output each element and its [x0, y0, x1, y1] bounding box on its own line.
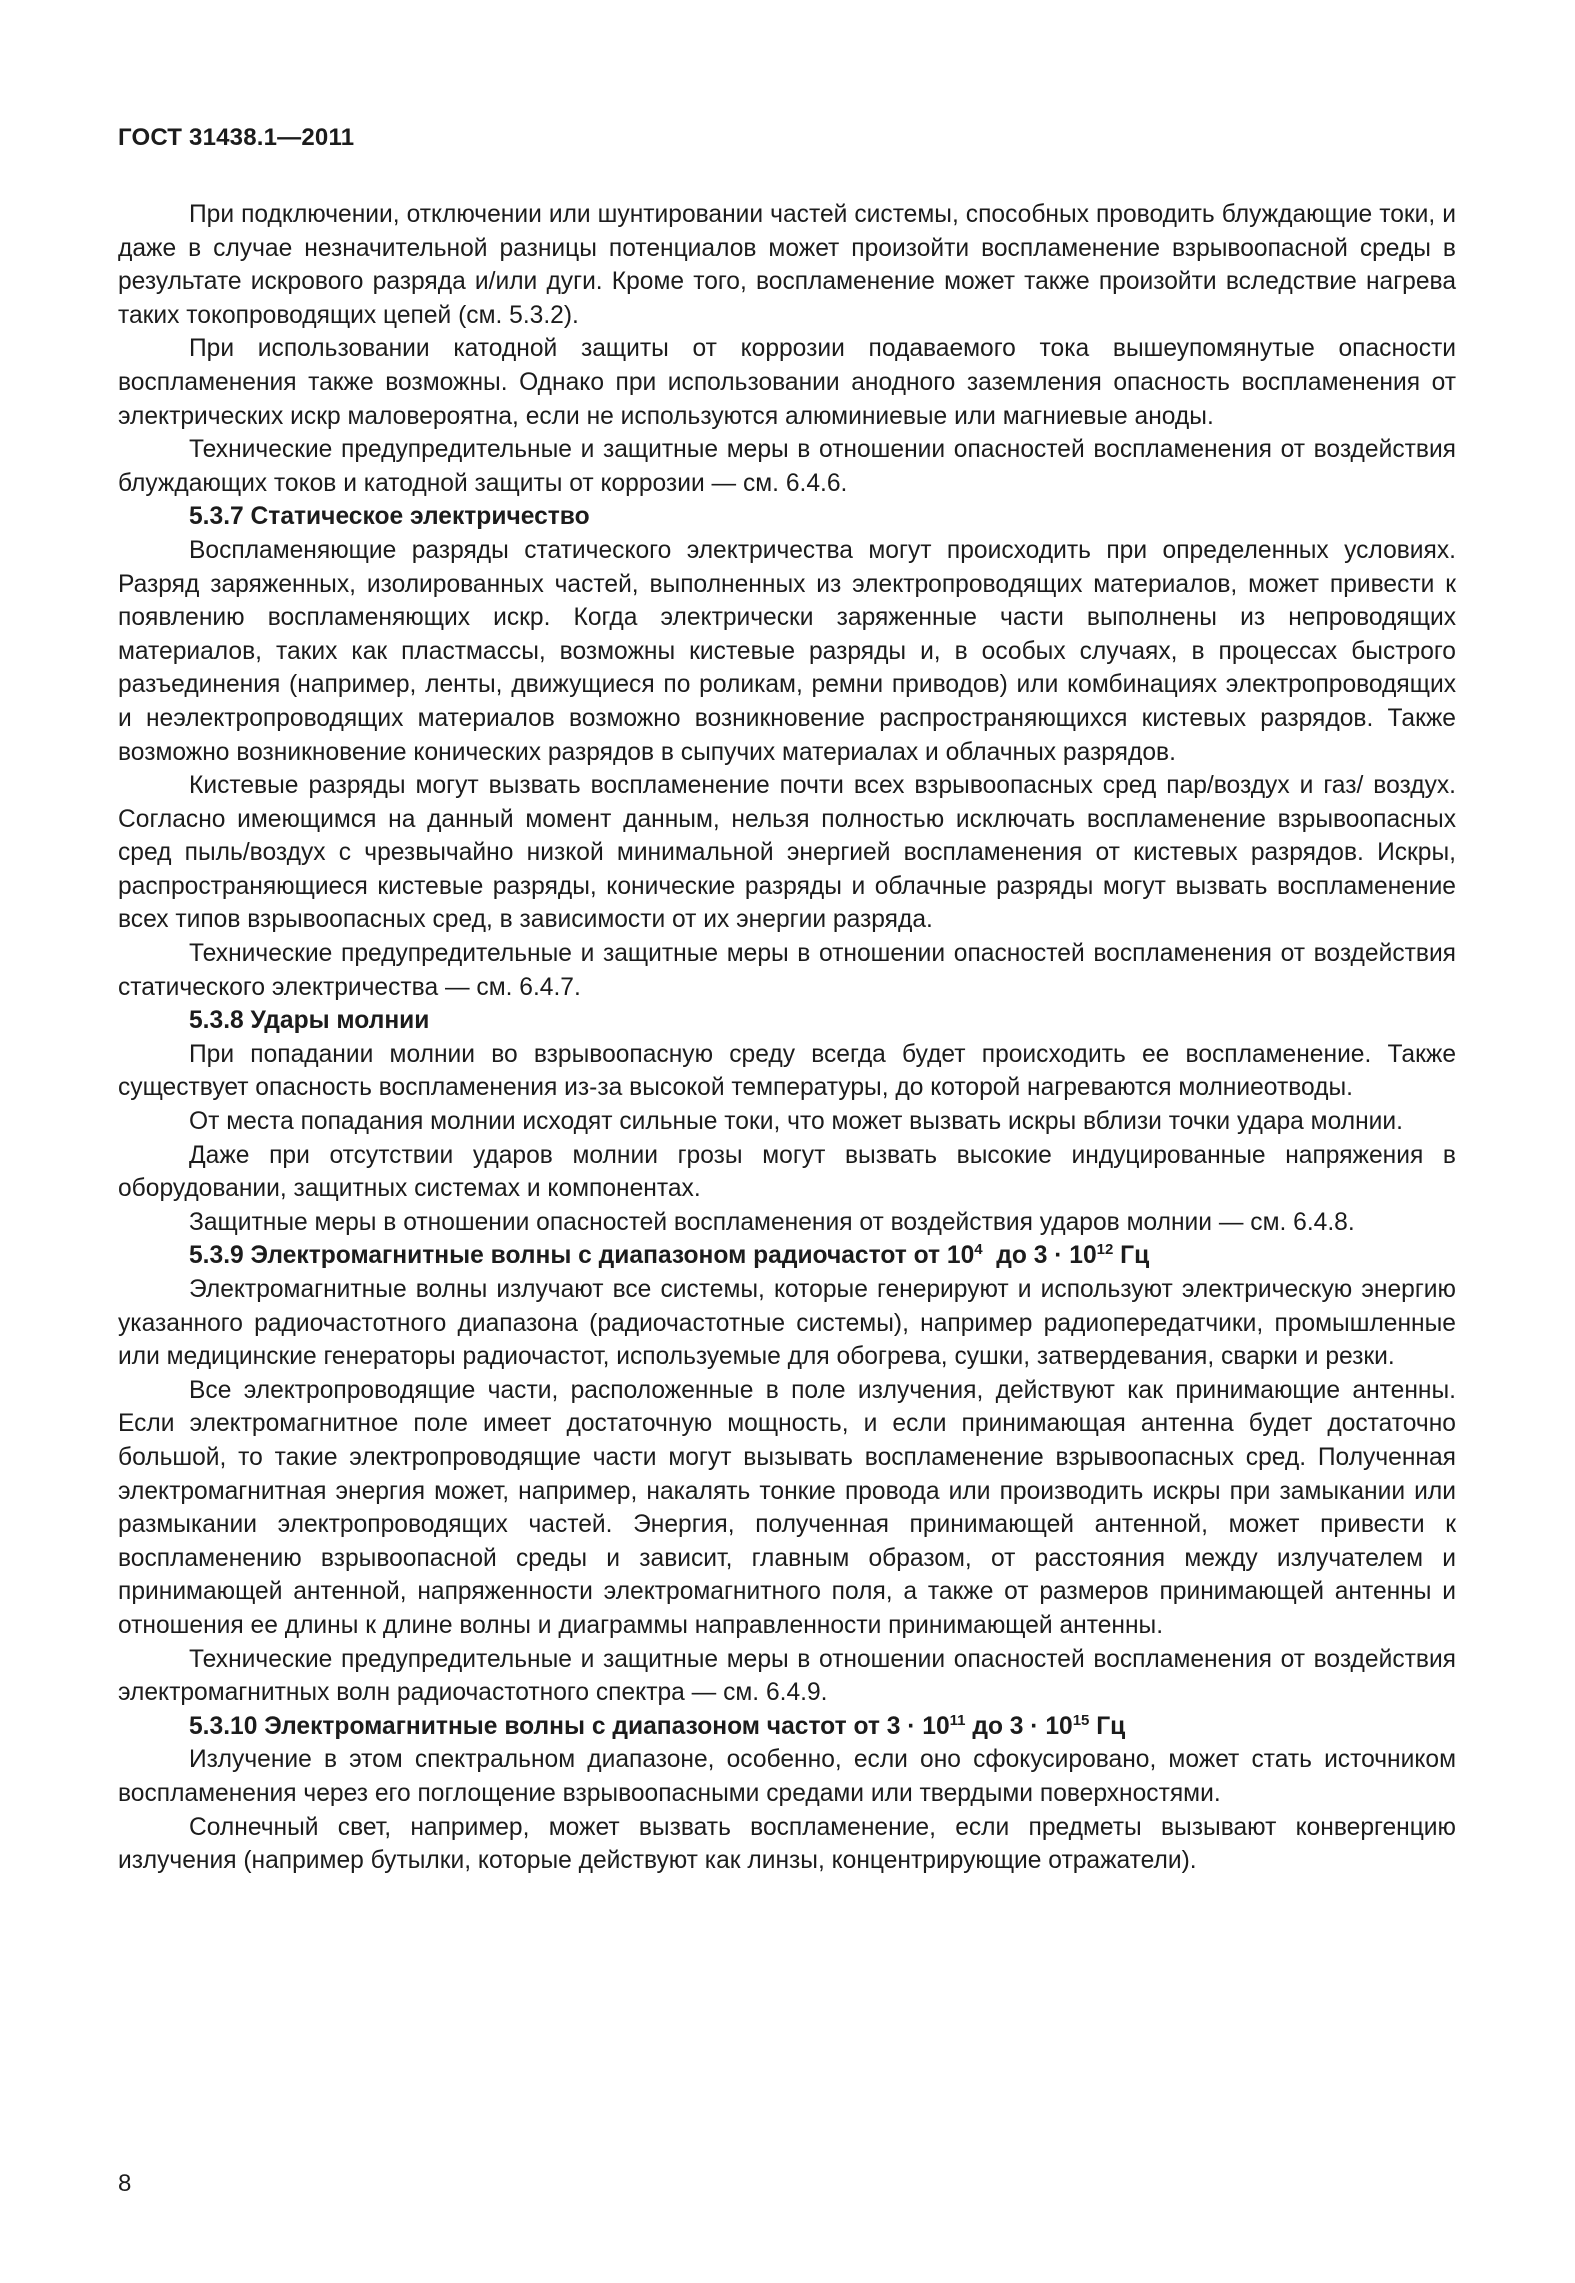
heading-text: 5.3.9 Электромагнитные волны с диапазоном радиочастот от 10 — [189, 1242, 975, 1270]
document-code-header: ГОСТ 31438.1—2011 — [118, 124, 355, 151]
section-heading-5-3-8: 5.3.8 Удары молнии — [189, 1007, 430, 1035]
paragraph: Воспламеняющие разряды статического электричества могут происходить при определенных условиях. Разряд заряженных, изолированных частей, выполненных из электропроводящих материалов, может привести к появлению воспламеняющих искр. Когда электрически заряженные части выполнены из непроводящих материалов, таких как пластмассы, возможны кистевые разряды и, в особых случаях, в процессах быстрого разъединения (например, ленты, движущиеся по роликам, ремни приводов) или комбинациях электропроводящих и неэлектропроводящих материалов возможно возникновение распространяющихся кистевых разрядов. Также возможно возникновение конических разрядов в сыпучих материалах и облачных разрядов. — [118, 536, 1456, 766]
superscript: 11 — [949, 1711, 966, 1729]
heading-text: Гц — [1113, 1242, 1150, 1270]
superscript: 4 — [974, 1241, 983, 1259]
paragraph: Излучение в этом спектральном диапазоне, особенно, если оно сфокусировано, может стать источником воспламенения через его поглощение взрывоопасными средами или твердыми поверхностями. — [118, 1746, 1456, 1807]
heading-text: 5.3.10 Электромагнитные волны с диапазоном частот от 3 · 10 — [189, 1712, 950, 1740]
section-heading-5-3-7: 5.3.7 Статическое электричество — [189, 503, 590, 531]
paragraph: Защитные меры в отношении опасностей воспламенения от воздействия ударов молнии — см. 6.4.8. — [189, 1208, 1355, 1236]
heading-text: до 3 · 10 — [965, 1712, 1073, 1740]
paragraph: Электромагнитные волны излучают все системы, которые генерируют и используют электрическую энергию указанного радиочастотного диапазона (радиочастотные системы), например радиопередатчики, промышленные или медицинские генераторы радиочастот, используемые для обогрева, сушки, затвердевания, сварки и резки. — [118, 1276, 1456, 1371]
paragraph: Все электропроводящие части, расположенные в поле излучения, действуют как принимающие антенны. Если электромагнитное поле имеет достаточную мощность, и если принимающая антенна будет достаточно большой, то такие электропроводящие части могут вызывать воспламенение взрывоопасных сред. Полученная электромагнитная энергия может, например, накалять тонкие провода или производить искры при замыкании или размыкании электропроводящих частей. Энергия, полученная принимающей антенной, может привести к воспламенению взрывоопасной среды и зависит, главным образом, от расстояния между излучателем и принимающей антенной, напряженности электромагнитного поля, а также от размеров принимающей антенны и отношения ее длины к длине волны и диаграммы направленности принимающей антенны. — [118, 1376, 1456, 1639]
paragraph: Солнечный свет, например, может вызвать воспламенение, если предметы вызывают конвергенцию излучения (например бутылки, которые действуют как линзы, концентрирующие отражатели). — [118, 1813, 1456, 1875]
paragraph: При попадании молнии во взрывоопасную среду всегда будет происходить ее воспламенение. Также существует опасность воспламенения из-за высокой температуры, до которой нагреваются молниеотводы. — [118, 1040, 1456, 1102]
document-body — [118, 198, 1456, 1878]
superscript: 12 — [1096, 1241, 1114, 1259]
paragraph: Технические предупредительные и защитные меры в отношении опасностей воспламенения от воздействия блуждающих токов и катодной защиты от коррозии — см. 6.4.6. — [118, 436, 1456, 497]
section-heading-5-3-10 — [118, 1710, 1456, 1744]
paragraph: При подключении, отключении или шунтировании частей системы, способных проводить блуждающие токи, и даже в случае незначительной разницы потенциалов может произойти воспламенение взрывоопасной среды в результате искрового разряда и/или дуги. Кроме того, воспламенение может также произойти вследствие нагрева таких токопроводящих цепей (см. 5.3.2). — [118, 201, 1456, 329]
paragraph: Даже при отсутствии ударов молнии грозы могут вызвать высокие индуцированные напряжения в оборудовании, защитных системах и компонентах. — [118, 1141, 1456, 1203]
paragraph: Технические предупредительные и защитные меры в отношении опасностей воспламенения от воздействия электромагнитных волн радиочастотного спектра — см. 6.4.9. — [118, 1645, 1456, 1707]
paragraph: Кистевые разряды могут вызвать воспламенение почти всех взрывоопасных сред пар/воздух и газ/ воздух. Согласно имеющимся на данный момент данным, нельзя полностью исключать воспламенение взрывоопасных сред пыль/воздух с чрезвычайно низкой минимальной энергией воспламенения от кистевых разрядов. Искры, распространяющиеся кистевые разряды, конические разряды и облачные разряды могут вызвать воспламенение всех типов взрывоопасных сред, в зависимости от их энергии разряда. — [118, 772, 1456, 934]
heading-text: до 3 · 10 — [982, 1242, 1097, 1270]
paragraph: При использовании катодной защиты от коррозии подаваемого тока вышеупомянутые опасности воспламенения также возможны. Однако при использовании анодного заземления опасность воспламенения от электрических искр маловероятна, если не используются алюминиевые или магниевые аноды. — [118, 335, 1456, 430]
section-heading-5-3-9 — [118, 1239, 1456, 1273]
superscript: 15 — [1072, 1711, 1090, 1729]
heading-text: Гц — [1089, 1712, 1126, 1740]
paragraph: Технические предупредительные и защитные меры в отношении опасностей воспламенения от воздействия статического электричества — см. 6.4.7. — [118, 940, 1456, 1001]
paragraph: От места попадания молнии исходят сильные токи, что может вызвать искры вблизи точки удара молнии. — [189, 1108, 1403, 1136]
page-number: 8 — [118, 2170, 132, 2197]
